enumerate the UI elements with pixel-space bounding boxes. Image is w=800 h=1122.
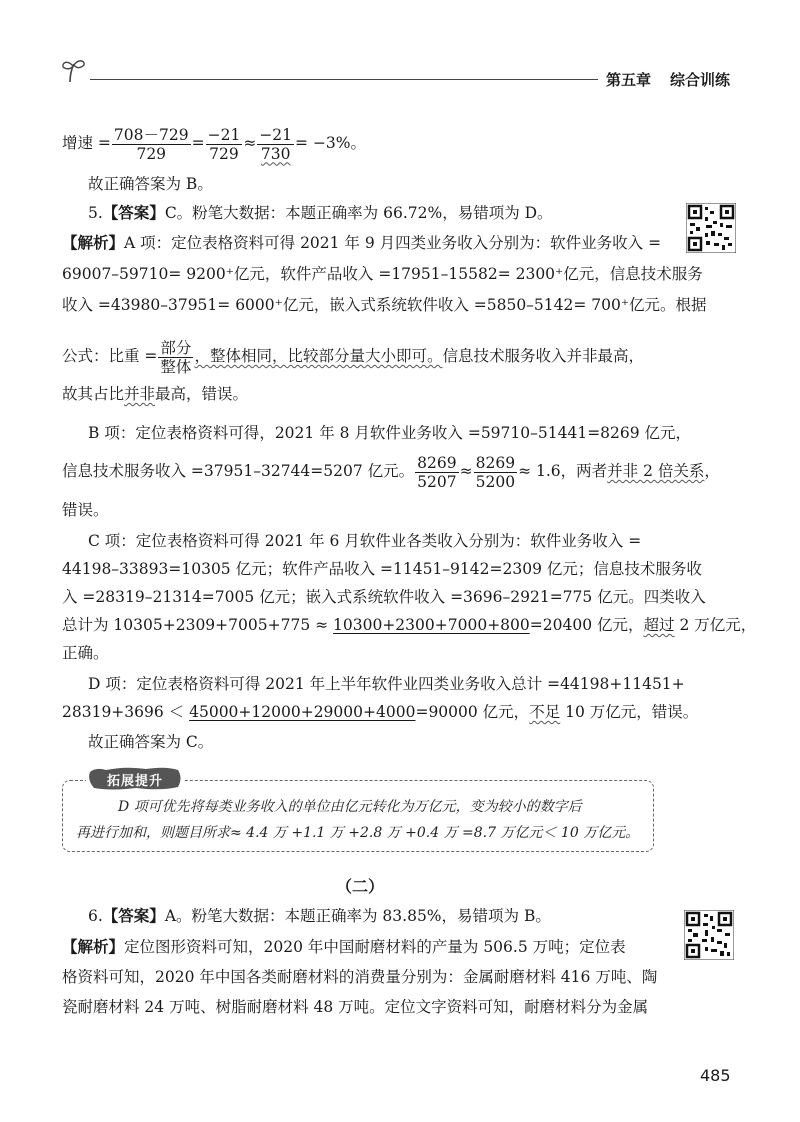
q5-analysis-a5 <box>62 384 248 404</box>
section-label: 综合训练 <box>670 71 731 89</box>
q6-analysis-line2: 格资料可知，2020 年中国各类耐磨材料的消费量分别为：金属耐磨材料 416 万吨、陶 <box>62 968 658 986</box>
tip-text-line2: 再进行加和，则题目所求≈ 4.4 万 +1.1 万 +2.8 万 +0.4 万 =8.7 万亿元＜ 10 万亿元。 <box>76 825 640 841</box>
emphasis-text: 并非 <box>124 385 156 403</box>
analysis-text: 信息技术服务收入 =37951–32744=5207 亿元。 <box>62 462 415 480</box>
formula-prefix: 公式：比重 = <box>62 347 158 365</box>
q5-analysis-c5: 正确。 <box>62 644 109 662</box>
analysis-text: 定位图形资料可知，2020 年中国耐磨材料的产量为 506.5 万吨；定位表 <box>124 938 626 956</box>
analysis-text: 28319+3696 ＜ <box>62 703 190 721</box>
q5-analysis-d2 <box>62 702 698 722</box>
answer-line: 故正确答案为 C。 <box>88 733 214 751</box>
underlined-text: 10300+2300+7000+800 <box>333 616 530 634</box>
q5-analysis-d1: D 项：定位表格资料可得 2021 年上半年软件业四类业务收入总计 =44198+11451+ <box>88 675 685 693</box>
analysis-text: =90000 亿元， <box>415 703 530 721</box>
fraction <box>257 126 294 163</box>
fraction-denominator: 729 <box>209 144 239 163</box>
growth-formula <box>62 124 366 163</box>
fraction-denominator: 730 <box>260 144 291 163</box>
fraction <box>112 126 191 163</box>
q5-analysis-c3: 入 =28319–21314=7005 亿元；嵌入式系统软件收入 =3696–2921=775 亿元。四类收入 <box>62 588 706 606</box>
analysis-text: 信息技术服务收入并非最高， <box>442 347 644 365</box>
analysis-text: 10 万亿元，错误。 <box>560 703 699 721</box>
q5-analysis-a3: 收入 =43980–37951= 6000⁺亿元，嵌入式系统软件收入 =5850–5142= 700⁺亿元。根据 <box>62 296 707 314</box>
equals-sign: = <box>191 134 205 152</box>
answer-tag: 【答案】 <box>102 907 165 925</box>
analysis-tag: 【解析】 <box>62 234 125 252</box>
tip-text-line1: D 项可优先将每类业务收入的单位由亿元转化为万亿元，变为较小的数字后 <box>118 799 582 815</box>
emphasis-text: ，整体相同，比较部分量大小即可。 <box>194 347 443 365</box>
analysis-text: 2 万亿元， <box>674 616 757 634</box>
analysis-tag: 【解析】 <box>62 938 125 956</box>
fraction-denominator: 整体 <box>160 357 192 376</box>
answer-tag: 【答案】 <box>102 204 165 222</box>
q5-analysis-c1: C 项：定位表格资料可得 2021 年 6 月软件业各类收入分别为：软件业务收入 = <box>88 532 642 550</box>
fraction-denominator: 5200 <box>475 472 516 491</box>
fraction-numerator: 708－729 <box>113 125 189 144</box>
fraction-denominator: 5207 <box>417 472 457 491</box>
question-number: 5. <box>88 204 103 222</box>
question-number: 6. <box>88 907 103 925</box>
q5-analysis-c4 <box>62 615 756 635</box>
fraction <box>206 126 243 163</box>
q5-analysis-b2 <box>62 452 720 491</box>
qr-code-icon[interactable] <box>686 203 736 253</box>
tip-label-badge <box>86 766 184 792</box>
q5-analysis-a4 <box>62 337 644 376</box>
fraction-numerator: −21 <box>259 125 293 144</box>
leaf-logo-icon <box>60 58 94 84</box>
answer-text: A。粉笔大数据：本题正确率为 83.85%，易错项为 B。 <box>164 907 551 925</box>
header-rule <box>90 79 598 80</box>
fraction <box>474 454 517 491</box>
chapter-label: 第五章 <box>606 71 652 89</box>
page-number: 485 <box>700 1066 731 1085</box>
answer-line: 故正确答案为 B。 <box>88 175 213 193</box>
approx-sign: ≈ <box>459 462 473 480</box>
fraction-numerator: 8269 <box>475 453 516 472</box>
emphasis-text: 超过 <box>643 616 675 634</box>
fraction-numerator: −21 <box>207 125 241 144</box>
q6-answer-heading <box>88 906 551 926</box>
analysis-text: ≈ 1.6，两者 <box>518 462 608 480</box>
answer-text: C。粉笔大数据：本题正确率为 66.72%，易错项为 D。 <box>164 204 553 222</box>
q5-analysis-a1 <box>62 233 661 253</box>
section-heading: （二） <box>336 877 385 896</box>
fraction-numerator: 8269 <box>417 453 457 472</box>
q6-analysis-line3: 瓷耐磨材料 24 万吨、树脂耐磨材料 48 万吨。定位文字资料可知，耐磨材料分为金属 <box>62 998 649 1016</box>
fraction-denominator: 729 <box>136 144 167 163</box>
fraction-numerator: 部分 <box>160 338 192 357</box>
fraction <box>415 454 458 491</box>
analysis-text: A 项：定位表格资料可得 2021 年 9 月四类业务收入分别为：软件业务收入 = <box>124 234 662 252</box>
qr-code-icon[interactable] <box>684 910 734 960</box>
analysis-text: 最高，错误。 <box>155 385 249 403</box>
q5-analysis-b3: 错误。 <box>62 501 109 519</box>
q5-answer-heading <box>88 203 553 223</box>
underlined-text: 45000+12000+29000+4000 <box>189 703 416 721</box>
formula-result: = −3%。 <box>295 134 367 152</box>
q6-analysis-line1 <box>62 937 626 957</box>
analysis-text: 故其占比 <box>62 385 125 403</box>
approx-sign: ≈ <box>243 134 257 152</box>
fraction <box>158 339 193 376</box>
q5-analysis-a2: 69007–59710= 9200⁺亿元，软件产品收入 =17951–15582= 2300⁺亿元，信息技术服务 <box>62 265 703 283</box>
q5-analysis-b1: B 项：定位表格资料可得，2021 年 8 月软件业务收入 =59710–51441=8269 亿元， <box>88 424 692 442</box>
emphasis-text: 并非 2 倍关系 <box>607 462 705 480</box>
analysis-text: 总计为 10305+2309+7005+775 ≈ <box>62 616 334 634</box>
analysis-text: =20400 亿元， <box>529 616 644 634</box>
emphasis-text: 不足 <box>529 703 561 721</box>
q5-analysis-c2: 44198–33893=10305 亿元；软件产品收入 =11451–9142=2309 亿元；信息技术服务收 <box>62 560 702 578</box>
analysis-text: ， <box>704 462 720 480</box>
formula-label: 增速 = <box>62 134 111 152</box>
tip-label: 拓展提升 <box>106 774 163 789</box>
